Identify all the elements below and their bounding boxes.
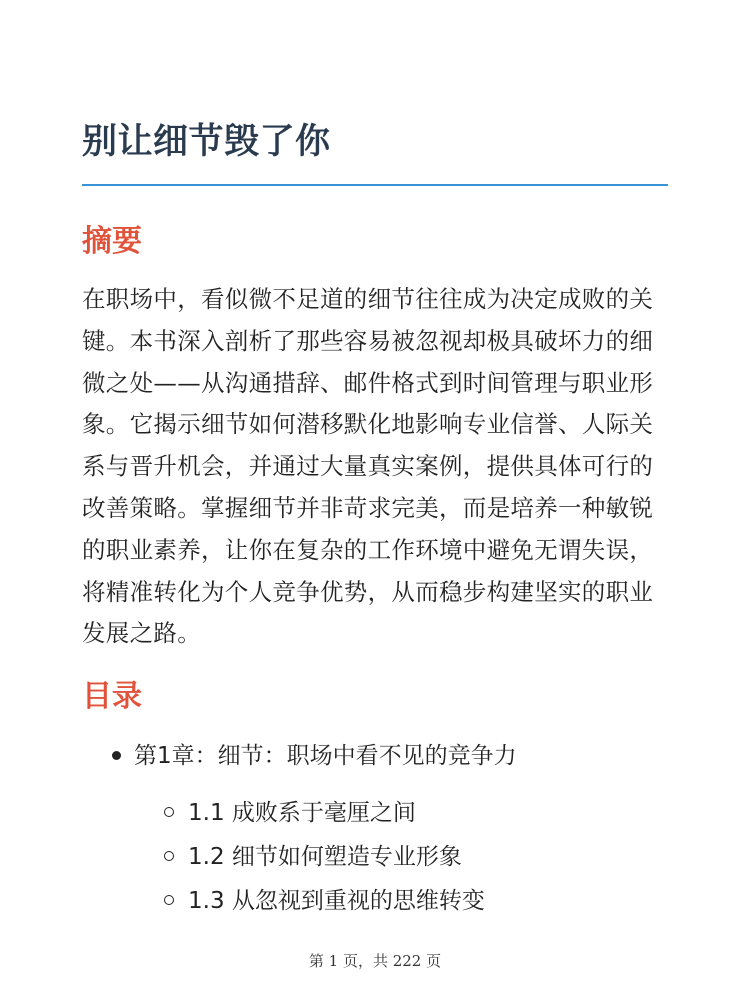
hollow-bullet-icon [164, 807, 174, 817]
page-number-footer: 第 1 页，共 222 页 [308, 952, 442, 970]
abstract-heading: 摘要 [82, 224, 142, 259]
hollow-bullet-icon [164, 851, 174, 861]
book-title: 别让细节毁了你 [82, 122, 331, 162]
abstract-body: 在职场中，看似微不足道的细节往往成为决定成败的关键。本书深入剖析了那些容易被忽视却极具破坏力的细微之处——从沟通措辞、邮件格式到时间管理与职业形象。它揭示细节如何潜移默化地影响专业信誉、人际关系与晋升机会，并通过大量真实案例，提供具体可行的改善策略。掌握细节并非苛求完美，而是培养一种敏锐的职业素养，让你在复杂的工作环境中避免无谓失误，将精准转化为个人竞争优势，从而稳步构建坚实的职业发展之路。 [82, 285, 654, 648]
toc-section-label: 1.1 成败系于毫厘之间 [188, 800, 416, 826]
title-divider [82, 184, 668, 186]
toc-chapter-label: 第1章：细节：职场中看不见的竞争力 [134, 743, 517, 769]
toc-section-label: 1.2 细节如何塑造专业形象 [188, 844, 462, 870]
toc-section-label: 1.3 从忽视到重视的思维转变 [188, 888, 485, 914]
toc-heading: 目录 [82, 679, 142, 714]
bullet-icon [112, 751, 121, 760]
hollow-bullet-icon [164, 895, 174, 905]
